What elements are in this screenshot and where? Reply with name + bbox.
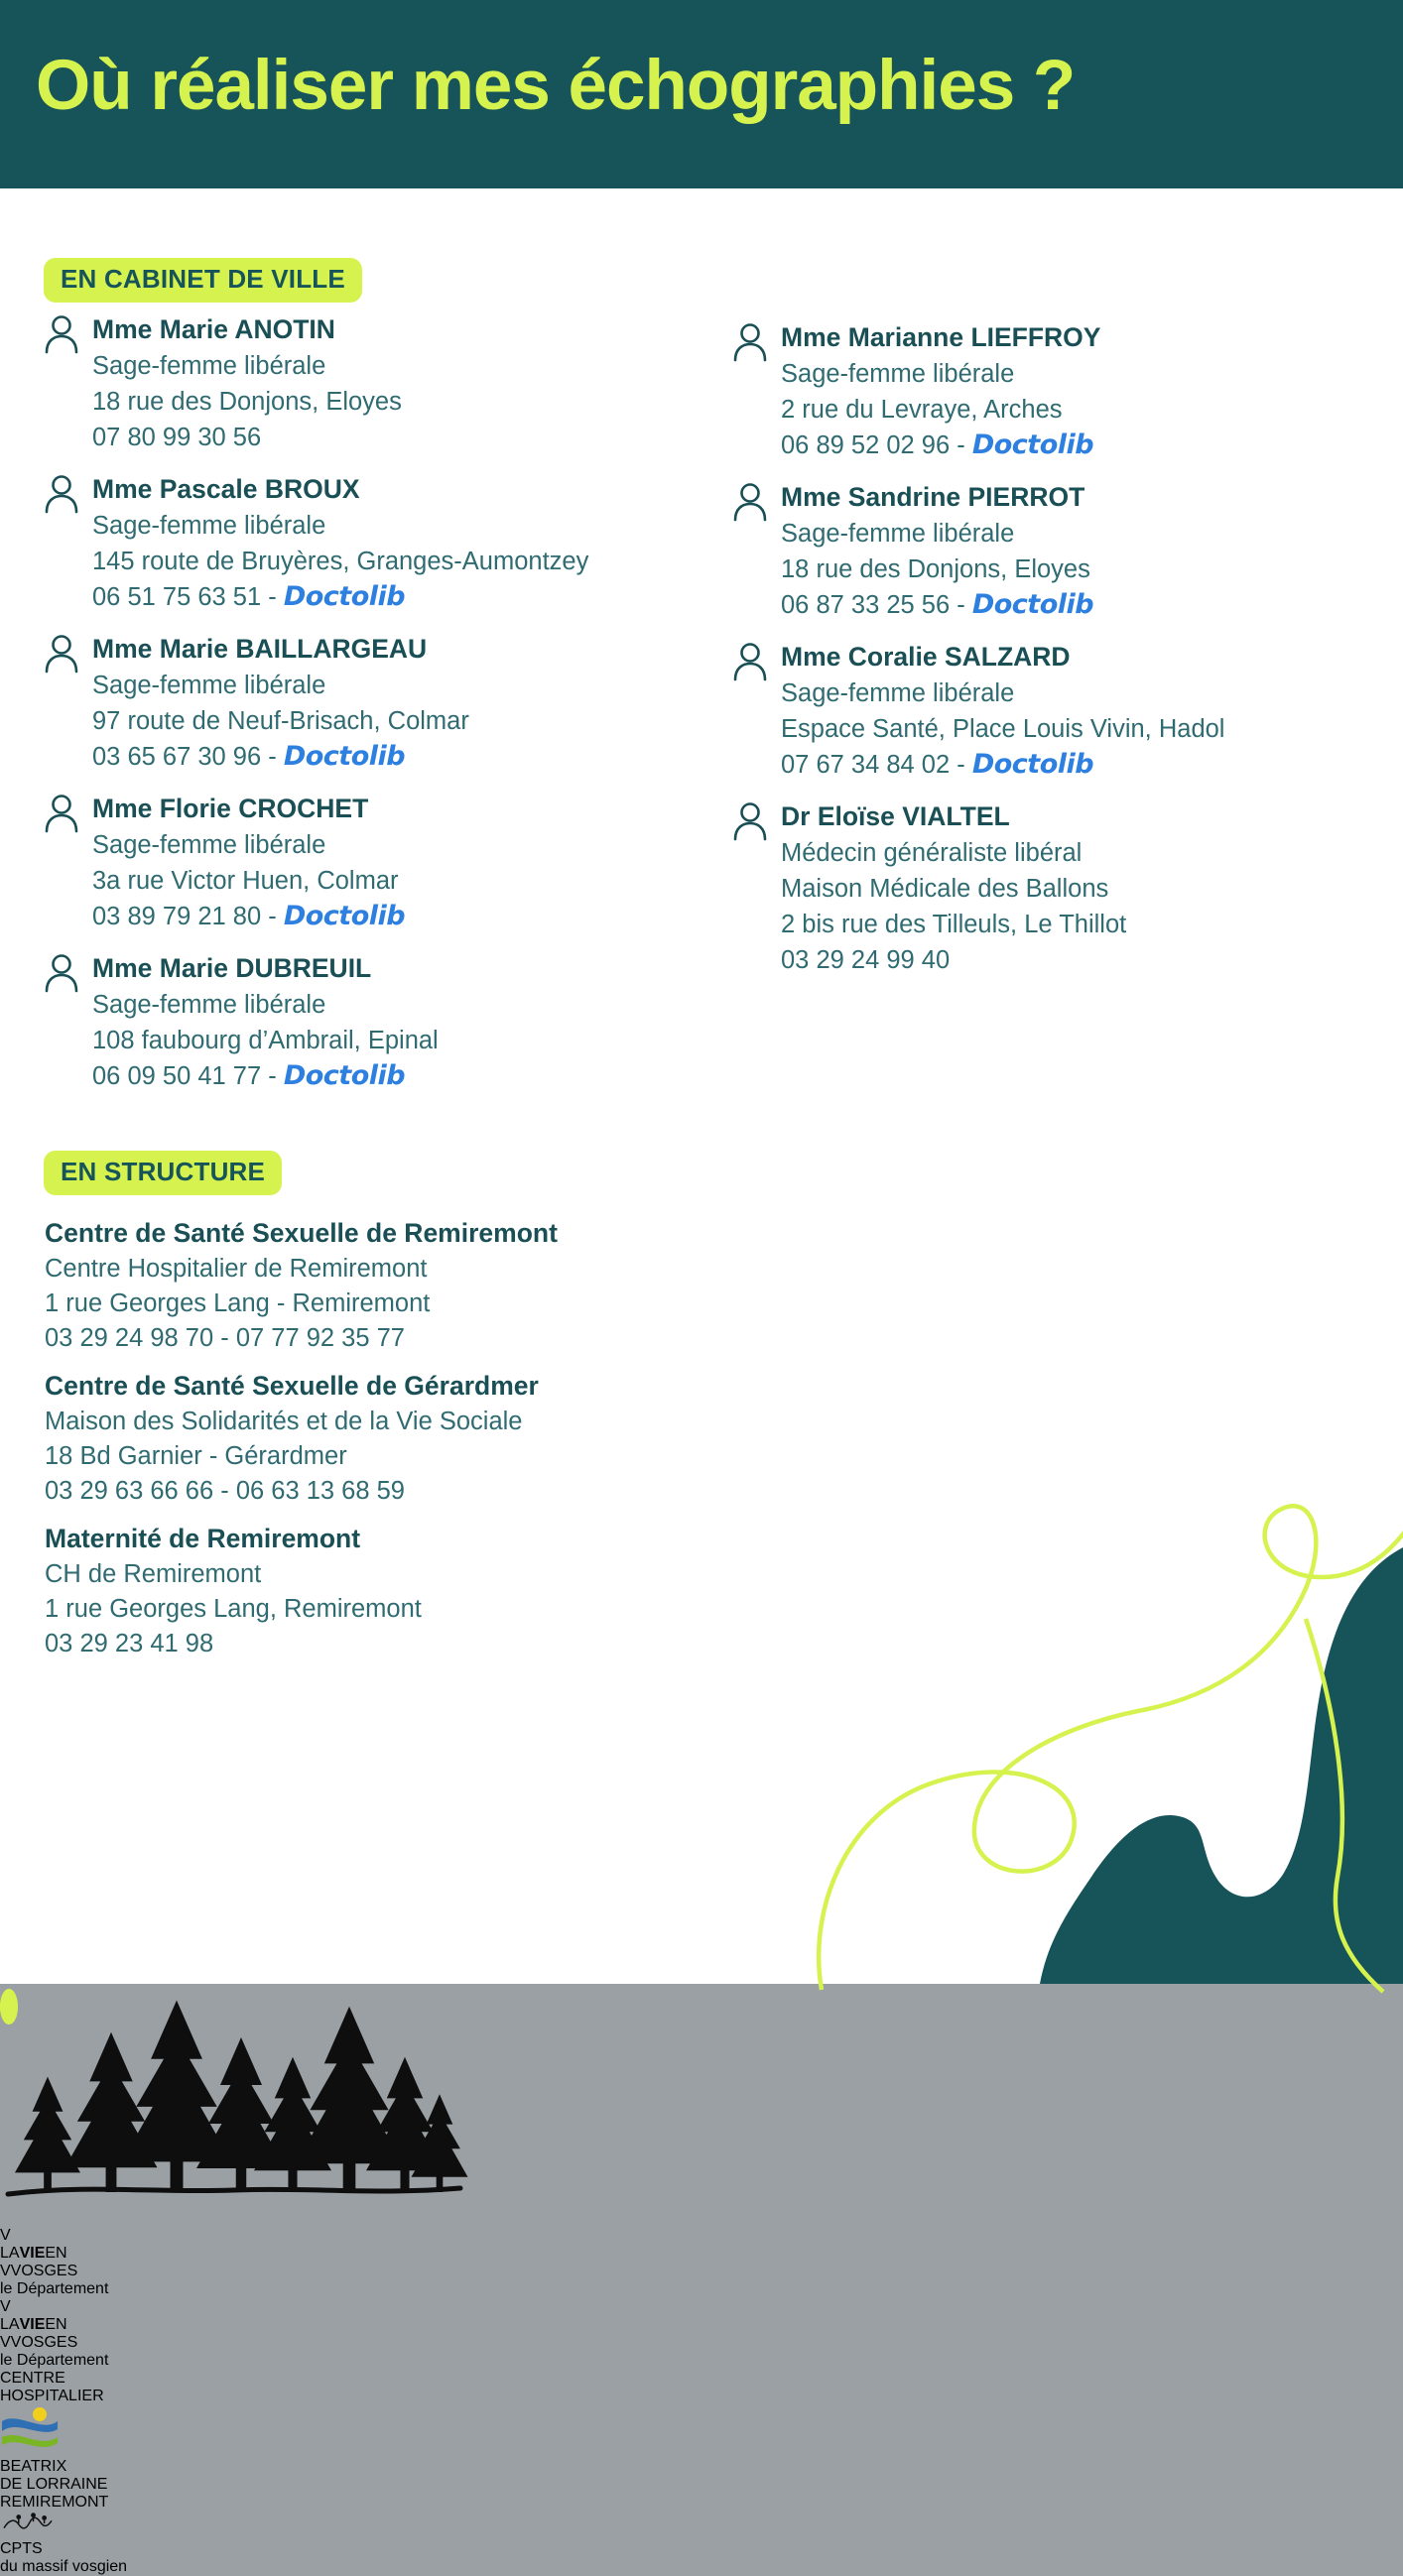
person-icon [732,801,768,978]
structure-detail: 03 29 23 41 98 [45,1630,214,1657]
vosges-v-icon: V [0,2227,11,2244]
provider-detail: Sage-femme libérale [92,672,326,699]
hospital-waves-icon [0,2405,60,2453]
provider-detail: 18 rue des Donjons, Eloyes [781,555,1090,583]
provider-entry [732,479,1387,623]
provider-detail: Médecin généraliste libéral [781,839,1083,867]
providers-column-right [732,319,1387,994]
provider-detail: 2 rue du Levraye, Arches [781,396,1063,424]
page-title: Où réaliser mes échographies ? [36,47,1076,125]
doctolib-logo: Doctolib [971,429,1094,460]
structure-detail: 03 29 24 98 70 - 07 77 92 35 77 [45,1324,405,1352]
provider-phone: 06 87 33 25 56 - Doctolib [781,589,1094,620]
provider-entry [732,319,1387,463]
structure-detail: 03 29 63 66 66 - 06 63 13 68 59 [45,1477,405,1505]
vosges-blue-v: V [0,2263,11,2279]
structure-detail: Centre Hospitalier de Remiremont [45,1255,428,1283]
provider-name: Mme Pascale BROUX [92,474,360,504]
provider-entry [44,311,689,455]
pine-trees-silhouette [0,1989,471,2222]
provider-detail: Sage-femme libérale [92,512,326,540]
providers-column-left [44,311,689,1110]
lake-photo [0,1989,18,2024]
provider-detail: Sage-femme libérale [92,991,326,1019]
provider-name: Dr Eloïse VIALTEL [781,801,1010,831]
provider-entry [44,471,689,615]
doctolib-logo: Doctolib [283,901,406,931]
structure-name: Maternité de Remiremont [45,1524,361,1553]
provider-detail: Sage-femme libérale [92,352,326,380]
person-icon [732,642,768,783]
doctolib-logo: Doctolib [283,1060,406,1091]
structure-entry [45,1214,660,1356]
doctolib-logo: Doctolib [283,581,406,612]
provider-name: Mme Sandrine PIERROT [781,482,1085,512]
hospital-remiremont-logo: CENTRE HOSPITALIER BEATRIX DE LORRAINE REMIREMONT [0,2370,109,2511]
person-icon [44,314,79,455]
provider-entry [732,798,1387,978]
provider-detail: 97 route de Neuf-Brisach, Colmar [92,707,469,735]
provider-phone: 03 89 79 21 80 - Doctolib [92,901,406,931]
provider-detail: Sage-femme libérale [781,679,1015,707]
provider-phone: 03 29 24 99 40 [781,946,951,974]
vosges-department-logo: V LAVIEEN VVOSGES le Département [0,2298,1403,2370]
provider-detail: 145 route de Bruyères, Granges-Aumontzey [92,548,589,575]
structure-detail: 1 rue Georges Lang, Remiremont [45,1595,422,1623]
provider-detail: 3a rue Victor Huen, Colmar [92,867,399,895]
provider-name: Mme Marie DUBREUIL [92,953,372,983]
doctolib-logo: Doctolib [283,741,406,772]
person-icon [732,322,768,463]
provider-name: Mme Marie BAILLARGEAU [92,634,428,664]
structure-name: Centre de Santé Sexuelle de Remiremont [45,1218,558,1248]
provider-detail: Sage-femme libérale [781,520,1015,548]
provider-name: Mme Coralie SALZARD [781,642,1071,672]
section-badge-structure: EN STRUCTURE [44,1151,282,1195]
provider-detail: Sage-femme libérale [92,831,326,859]
section-badge-cabinet: EN CABINET DE VILLE [44,258,362,303]
provider-name: Mme Florie CROCHET [92,794,369,823]
provider-entry [732,639,1387,783]
provider-detail: Espace Santé, Place Louis Vivin, Hadol [781,715,1225,743]
doctolib-logo: Doctolib [971,749,1094,780]
structure-entry [45,1367,660,1509]
structure-detail: 1 rue Georges Lang - Remiremont [45,1289,431,1317]
provider-detail: Sage-femme libérale [781,360,1015,388]
provider-detail: 18 rue des Donjons, Eloyes [92,388,402,416]
provider-phone: 03 65 67 30 96 - Doctolib [92,741,406,772]
person-icon [44,953,79,1094]
person-icon [44,794,79,934]
vosges-v-icon: V [0,2298,11,2315]
provider-detail: 2 bis rue des Tilleuls, Le Thillot [781,911,1127,938]
doctolib-logo: Doctolib [971,589,1094,620]
vosges-department-logo: V LAVIEEN VVOSGES le Département [0,2227,1403,2298]
provider-entry [44,950,689,1094]
structure-detail: Maison des Solidarités et de la Vie Sociale [45,1408,523,1435]
provider-entry [44,791,689,934]
provider-detail: 108 faubourg d’Ambrail, Epinal [92,1027,439,1054]
cpts-people-wave-icon [0,2512,56,2535]
provider-detail: Maison Médicale des Ballons [781,875,1109,903]
provider-entry [44,631,689,775]
header-band [0,0,1403,188]
provider-phone: 06 89 52 02 96 - Doctolib [781,429,1094,460]
structure-detail: 18 Bd Garnier - Gérardmer [45,1442,347,1470]
person-icon [44,474,79,615]
provider-name: Mme Marianne LIEFFROY [781,322,1101,352]
structures-list [45,1214,660,1672]
provider-phone: 06 51 75 63 51 - Doctolib [92,581,406,612]
vosges-blue-v: V [0,2334,11,2351]
provider-name: Mme Marie ANOTIN [92,314,335,344]
provider-phone: 06 09 50 41 77 - Doctolib [92,1060,406,1091]
structure-detail: CH de Remiremont [45,1560,262,1588]
person-icon [44,634,79,775]
provider-phone: 07 80 99 30 56 [92,424,262,451]
cpts-logo: CPTS du massif vosgien [0,2512,1403,2576]
person-icon [732,482,768,623]
provider-phone: 07 67 34 84 02 - Doctolib [781,749,1094,780]
structure-name: Centre de Santé Sexuelle de Gérardmer [45,1371,539,1401]
structure-entry [45,1520,660,1661]
teal-blob [1040,1547,1403,1984]
